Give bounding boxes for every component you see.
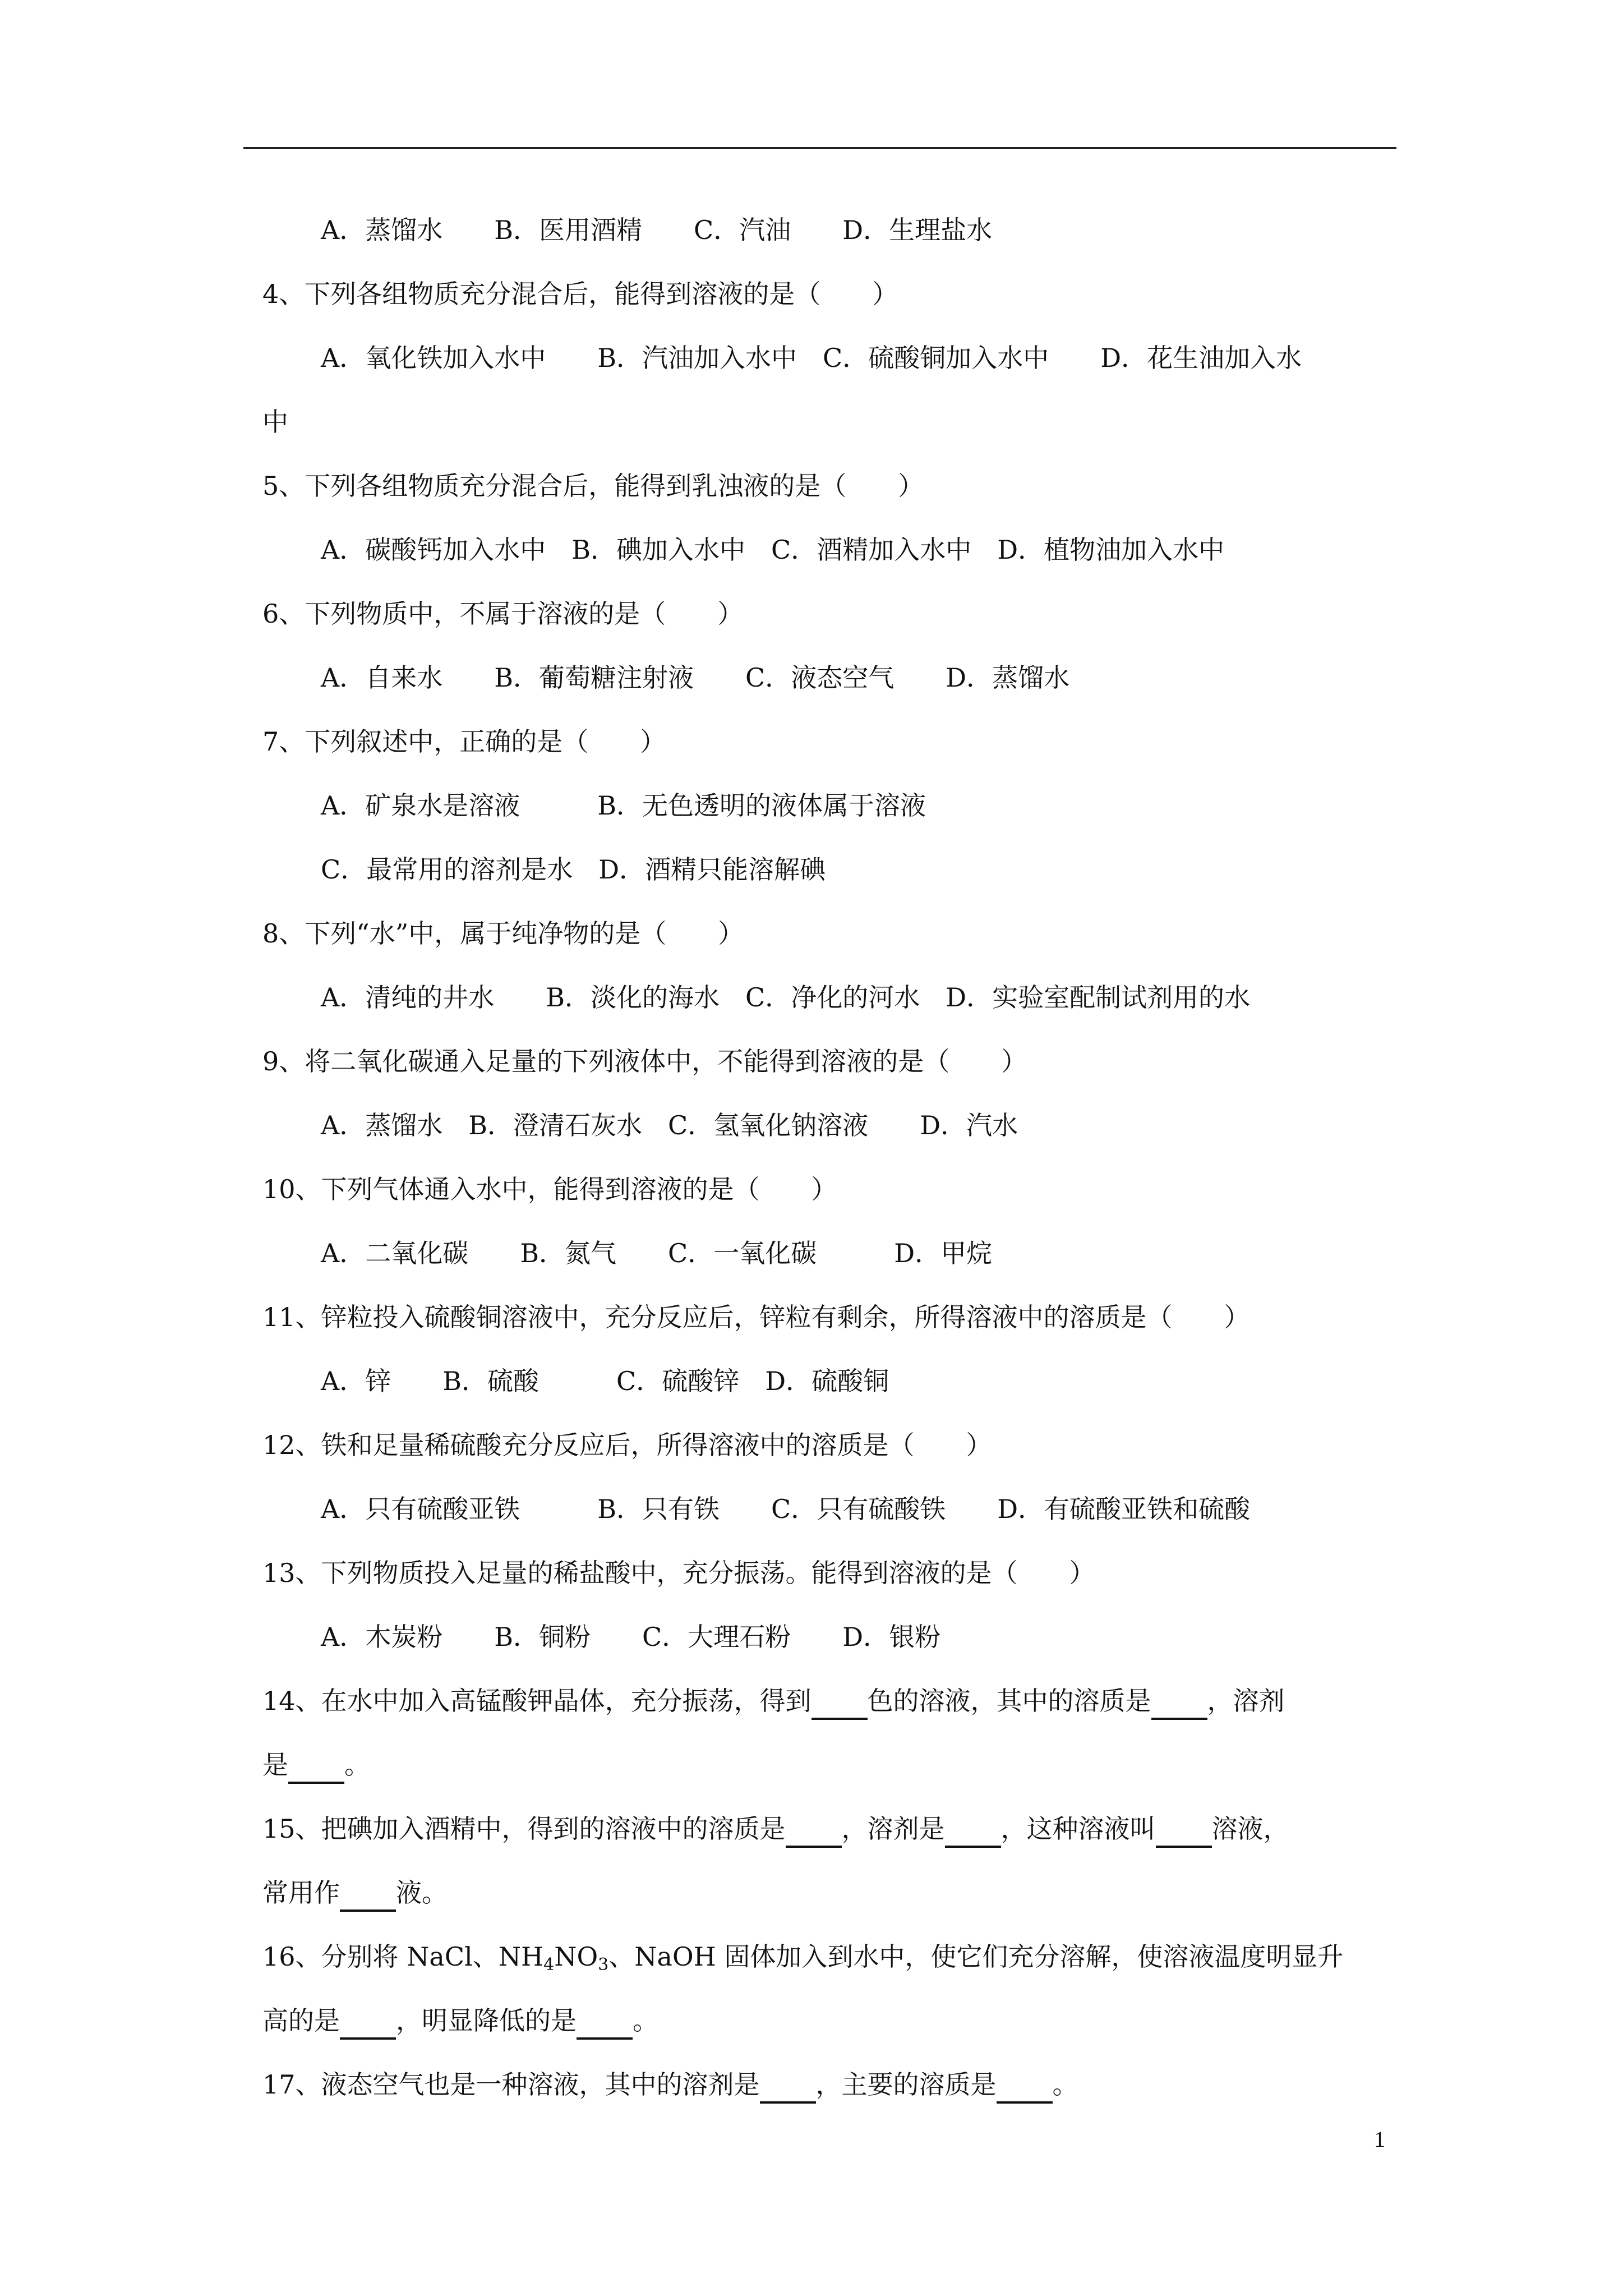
- q15-stem: 15、把碘加入酒精中，得到的溶液中的溶质是 ，溶剂是 ，这种溶液叫 溶液，: [0, 1801, 1623, 1857]
- answer-blank[interactable]: [760, 2068, 816, 2104]
- answer-blank[interactable]: [288, 1748, 344, 1784]
- answer-blank[interactable]: [786, 1812, 842, 1848]
- q8-options: A．清纯的井水 B．淡化的海水 C．净化的河水 D．实验室配制试剂用的水: [321, 982, 1251, 1013]
- q16-stem-continued: 高的是 ，明显降低的是 。: [0, 1993, 1623, 2049]
- q16-stem: 16、分别将 NaCl、$NH_4NO_3$、NaOH 固体加入到水中，使它们充分溶解，使溶液温度明显升: [262, 1941, 1344, 1975]
- page-number: 1: [1374, 2127, 1385, 2152]
- q10-stem: 10、下列气体通入水中，能得到溶液的是（ ）: [262, 1174, 837, 1204]
- q4-stem: 4、下列各组物质充分混合后，能得到溶液的是（ ）: [262, 279, 898, 309]
- q15-stem-continued: 常用作 液。: [0, 1865, 1623, 1921]
- header-rule: [243, 147, 1396, 149]
- q9-options: A．蒸馏水 B．澄清石灰水 C．氢氧化钠溶液 D．汽水: [321, 1110, 1018, 1140]
- q7-stem: 7、下列叙述中，正确的是（ ）: [262, 726, 666, 757]
- q7-options-ab: A．矿泉水是溶液 B．无色透明的液体属于溶液: [321, 790, 926, 821]
- q13-stem: 13、下列物质投入足量的稀盐酸中，充分振荡。能得到溶液的是（ ）: [262, 1558, 1095, 1588]
- q5-stem: 5、下列各组物质充分混合后，能得到乳浊液的是（ ）: [262, 471, 924, 501]
- q9-stem: 9、将二氧化碳通入足量的下列液体中，不能得到溶液的是（ ）: [262, 1046, 1027, 1076]
- q12-options: A．只有硫酸亚铁 B．只有铁 C．只有硫酸铁 D．有硫酸亚铁和硫酸: [321, 1494, 1251, 1524]
- q5-options: A．碳酸钙加入水中 B．碘加入水中 C．酒精加入水中 D．植物油加入水中: [321, 535, 1225, 565]
- answer-blank[interactable]: [340, 1876, 396, 1912]
- answer-blank[interactable]: [997, 2068, 1053, 2104]
- q14-stem-continued: 是 。: [0, 1737, 1623, 1793]
- answer-blank[interactable]: [811, 1684, 868, 1720]
- q7-options-cd: C．最常用的溶剂是水 D．酒精只能溶解碘: [321, 854, 826, 885]
- q8-stem: 8、下列“水”中，属于纯净物的是（ ）: [262, 918, 744, 949]
- q4-options: A．氧化铁加入水中 B．汽油加入水中 C．硫酸铜加入水中 D．花生油加入水: [321, 343, 1302, 373]
- q11-options: A．锌 B．硫酸 C．硫酸锌 D．硫酸铜: [321, 1366, 889, 1396]
- q11-stem: 11、锌粒投入硫酸铜溶液中，充分反应后，锌粒有剩余，所得溶液中的溶质是（ ）: [262, 1302, 1250, 1332]
- answer-blank[interactable]: [340, 2004, 396, 2040]
- q14-stem: 14、在水中加入高锰酸钾晶体，充分振荡，得到 色的溶液，其中的溶质是 ，溶剂: [0, 1673, 1623, 1729]
- q6-options: A．自来水 B．葡萄糖注射液 C．液态空气 D．蒸馏水: [321, 662, 1070, 693]
- q12-stem: 12、铁和足量稀硫酸充分反应后，所得溶液中的溶质是（ ）: [262, 1430, 992, 1460]
- q6-stem: 6、下列物质中，不属于溶液的是（ ）: [262, 599, 744, 629]
- q13-options: A．木炭粉 B．铜粉 C．大理石粉 D．银粉: [321, 1622, 941, 1652]
- q10-options: A．二氧化碳 B．氮气 C．一氧化碳 D．甲烷: [321, 1238, 993, 1268]
- answer-blank[interactable]: [1156, 1812, 1212, 1848]
- q3-options: A．蒸馏水 B．医用酒精 C．汽油 D．生理盐水: [321, 215, 993, 245]
- answer-blank[interactable]: [945, 1812, 1001, 1848]
- q17-stem: 17、液态空气也是一种溶液，其中的溶剂是 ，主要的溶质是 。: [0, 2056, 1623, 2113]
- answer-blank[interactable]: [1151, 1684, 1207, 1720]
- answer-blank[interactable]: [577, 2004, 633, 2040]
- q4-options-continued: 中: [262, 407, 288, 437]
